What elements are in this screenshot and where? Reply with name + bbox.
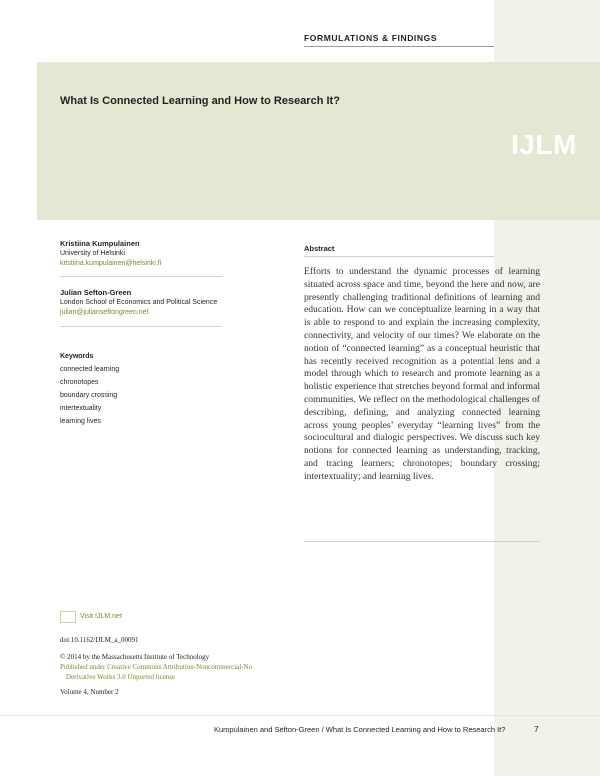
keywords-heading: Keywords: [60, 353, 94, 360]
keyword-item: connected learning: [60, 366, 120, 373]
license-link[interactable]: Published under Creative Commons Attribution-Noncommercial-No: [60, 663, 253, 671]
volume-info: Volume 4, Number 2: [60, 688, 119, 696]
footer-divider: [0, 715, 600, 716]
keyword-item: boundary crossing: [60, 392, 118, 399]
doi: doi:10.1162/IJLM_a_00091: [60, 636, 139, 644]
keywords-list: [60, 350, 119, 428]
author-divider: [60, 326, 222, 327]
copyright-text: © 2014 by the Massachusetts Institute of Technology: [60, 653, 210, 661]
author-1: [60, 239, 280, 269]
abstract-end-divider: [304, 541, 540, 542]
section-divider: [304, 46, 494, 47]
abstract-divider: [304, 256, 494, 257]
article-title: What Is Connected Learning and How to Research It?: [60, 95, 340, 107]
author-email-link[interactable]: julian@julianseftongreen.net: [60, 309, 149, 316]
author-divider: [60, 276, 222, 277]
ijlm-badge-icon[interactable]: [60, 611, 76, 623]
author-2: [60, 288, 280, 318]
visit-ijlm-link[interactable]: Visit IJLM.net: [80, 613, 122, 620]
author-email-link[interactable]: kristiina.kumpulainen@helsinki.fi: [60, 260, 162, 267]
keyword-item: chronotopes: [60, 379, 99, 386]
page-number: 7: [534, 724, 539, 734]
abstract-heading: Abstract: [304, 244, 335, 253]
journal-logo: IJLM: [511, 129, 577, 160]
keyword-item: learning lives: [60, 418, 101, 425]
abstract-text: Efforts to understand the dynamic processes of learning situated across space and time, beyond the here and now, are presently challenging traditional definitions of learning and education. How can we conceptualize learning in a way that is able to respond to and explain the increasing complexity, connectivity, and velocity of our times? We elaborate on the notion of “connected learning” as a conceptual heuristic that has recently received recognition as a potential lens and a model through which to research and promote learning as a holistic experience that stretches beyond formal and informal communities. We reflect on the methodological challenges of describing, defining, and analyzing connected learning across young peoples’ everyday “learning lives” from the sociocultural and dialogic perspectives. We discuss such key notions for connected learning as understanding, tracking, and tracing learners; chronotopes; boundary crossing; intertextuality; and learning lives.: [304, 266, 540, 482]
author-name: Julian Sefton-Green: [60, 288, 132, 297]
author-affiliation: University of Helsinki: [60, 250, 125, 257]
author-name: Kristiina Kumpulainen: [60, 239, 140, 248]
author-affiliation: London School of Economics and Political Science: [60, 299, 218, 306]
keyword-item: intertextuality: [60, 405, 102, 412]
license-link-continued[interactable]: Derivative Works 3.0 Unported license: [66, 673, 176, 681]
running-footer: Kumpulainen and Sefton-Green / What Is Connected Learning and How to Research It?: [214, 725, 506, 734]
section-label: FORMULATIONS & FINDINGS: [304, 33, 438, 43]
copyright-block: [60, 652, 300, 682]
